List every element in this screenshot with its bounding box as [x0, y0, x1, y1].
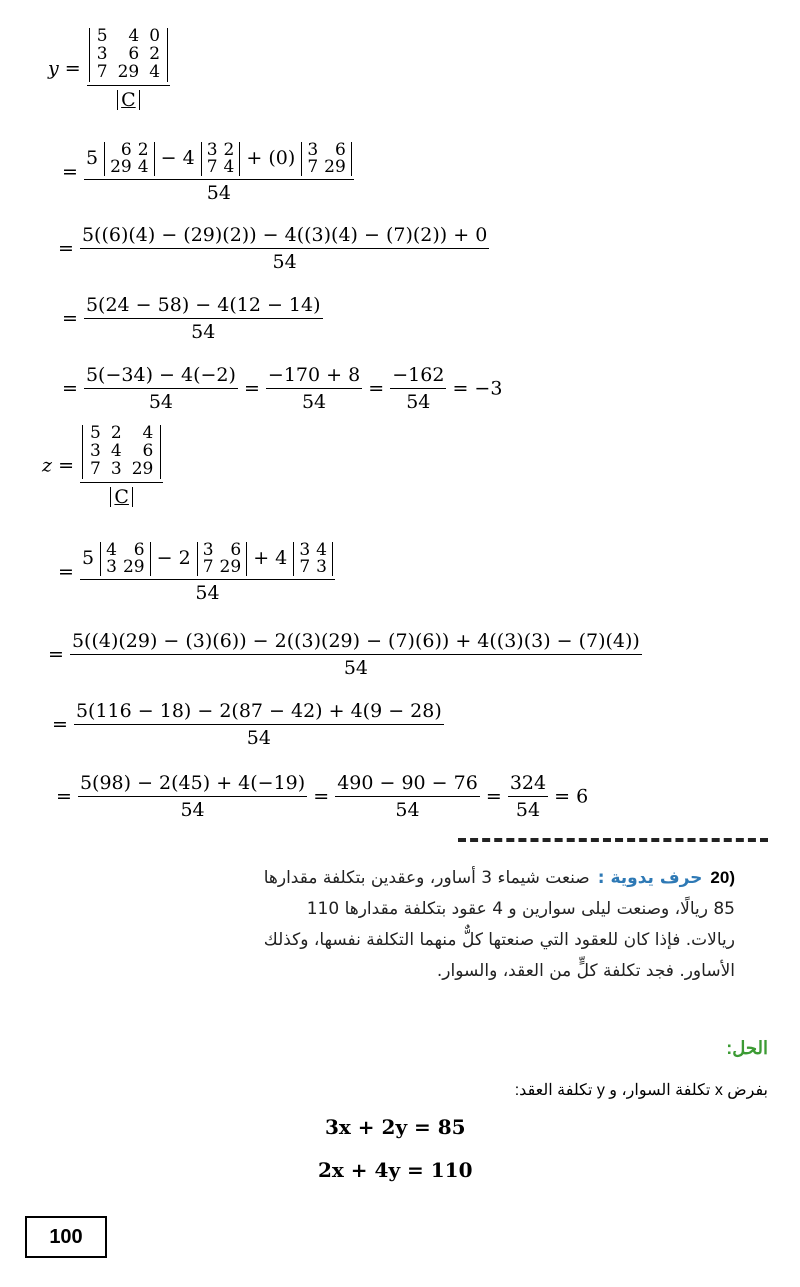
solution-label: الحل: [726, 1038, 768, 1058]
equation-2: 2x + 4y = 110 [318, 1158, 473, 1182]
z-step-4: = $\frac{5(98) - 2(45) + 4(-19)}{54}$ = $\frac{490 - 90 - 76}{54}$ = $\frac{324}{54}$ = 6 [56, 772, 589, 821]
z-cramer-fraction [80, 425, 163, 507]
problem-title: حرف يدوية : [597, 868, 703, 888]
y-result: = −3 [452, 377, 503, 400]
z-result: = 6 [554, 785, 589, 808]
variable-assumption: بفرض x تكلفة السوار، و y تكلفة العقد: [514, 1082, 768, 1099]
problem-text: صنعت شيماء 3 أساور، وعقدين بتكلفة مقدارها 85 ريالًا، وصنعت ليلى سوارين و 4 عقود بتكلفة مقدارها 110 ريالات. فإذا كان للعقود التي صنعتها كلٌّ منهما التكلفة نفسها، وكذلك الأساور. فجد تكلفة كلٍّ من العقد، والسوار. [263, 868, 735, 981]
coefficient-determinant: C [117, 90, 140, 111]
coefficient-determinant: C [110, 487, 133, 508]
z-step-3: = $\frac{5(116 - 18) - 2(87 - 42) + 4(9 - 28)}{54}$ [52, 700, 442, 749]
y-expansion-line: = 5 6 2 29 4 − 4 3 2 7 4 + (0) 3 6 7 29 54 [62, 142, 354, 203]
z-numerator-determinant: 5 2 4 3 4 6 7 3 29 [82, 425, 161, 479]
dashed-divider [458, 838, 768, 842]
equation-1: 3x + 2y = 85 [325, 1115, 466, 1139]
y-cramer-fraction [87, 28, 170, 110]
z-expansion-line: = 5 4 6 3 29 − 2 3 6 7 29 + 4 3 4 7 3 54 [58, 542, 335, 603]
y-step-4: = $\frac{5(-34) - 4(-2)}{54}$ = $\frac{-170 + 8}{54}$ = $\frac{-162}{54}$ = −3 [62, 364, 503, 413]
y-numerator-determinant: 5 4 0 3 6 2 7 29 4 [89, 28, 168, 82]
y-step-2: = $\frac{5((6)(4) - (29)(2)) - 4((3)(4) - (7)(2)) + 0}{54}$ [58, 224, 488, 273]
page-number: 100 [25, 1216, 107, 1258]
problem-20 [255, 862, 735, 987]
z-definition: z = 5 2 4 3 4 6 7 3 29 C [42, 425, 163, 507]
y-definition: y = 5 4 0 3 6 2 7 29 4 C [48, 28, 170, 110]
y-variable: y [48, 57, 59, 80]
z-step-2: = 5((4)(29) − (3)(6)) − 2((3)(29) − (7)(6)) + 4((3)(3) − (7)(4)) 54 [48, 630, 640, 679]
problem-number: 20) [710, 868, 735, 887]
y-step-3: = $\frac{5(24 - 58) - 4(12 - 14)}{54}$ [62, 294, 321, 343]
z-variable: z [42, 454, 53, 477]
